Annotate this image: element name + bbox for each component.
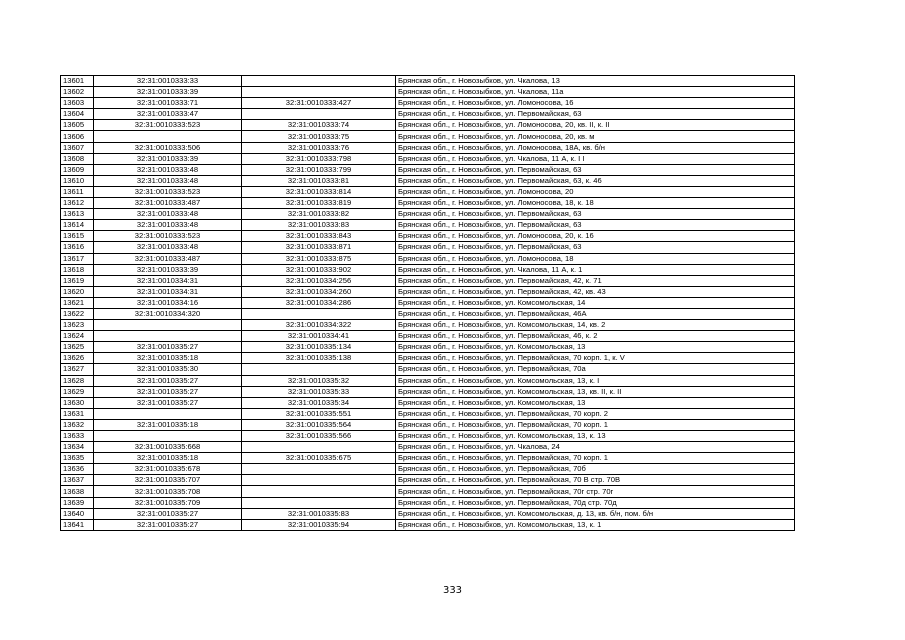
address-cell: Брянская обл., г. Новозыбков, ул. Первомайская, 63, к. 46 bbox=[396, 175, 795, 186]
record-number-cell: 13611 bbox=[61, 186, 94, 197]
cadastral-number-cell: 32:31:0010335:30 bbox=[94, 364, 242, 375]
cadastral-number-cell: 32:31:0010335:709 bbox=[94, 497, 242, 508]
record-number-cell: 13621 bbox=[61, 297, 94, 308]
address-cell: Брянская обл., г. Новозыбков, ул. Первомайская, 46А bbox=[396, 308, 795, 319]
record-number-cell: 13613 bbox=[61, 209, 94, 220]
record-number-cell: 13622 bbox=[61, 308, 94, 319]
address-cell: Брянская обл., г. Новозыбков, ул. Комсомольская, 13 bbox=[396, 397, 795, 408]
related-cadastral-number-cell: 32:31:0010334:260 bbox=[242, 286, 396, 297]
address-cell: Брянская обл., г. Новозыбков, ул. Первомайская, 63 bbox=[396, 242, 795, 253]
related-cadastral-number-cell: 32:31:0010333:814 bbox=[242, 186, 396, 197]
related-cadastral-number-cell: 32:31:0010333:74 bbox=[242, 120, 396, 131]
cadastral-number-cell: 32:31:0010333:47 bbox=[94, 109, 242, 120]
table-row bbox=[61, 297, 795, 308]
record-number-cell: 13615 bbox=[61, 231, 94, 242]
table-row bbox=[61, 353, 795, 364]
address-cell: Брянская обл., г. Новозыбков, ул. Комсомольская, 13 bbox=[396, 342, 795, 353]
cadastral-number-cell: 32:31:0010333:48 bbox=[94, 164, 242, 175]
cadastral-number-cell: 32:31:0010333:39 bbox=[94, 87, 242, 98]
related-cadastral-number-cell bbox=[242, 109, 396, 120]
cadastral-number-cell: 32:31:0010333:39 bbox=[94, 153, 242, 164]
record-number-cell: 13629 bbox=[61, 386, 94, 397]
record-number-cell: 13616 bbox=[61, 242, 94, 253]
record-number-cell: 13618 bbox=[61, 264, 94, 275]
related-cadastral-number-cell: 32:31:0010334:322 bbox=[242, 320, 396, 331]
record-number-cell: 13635 bbox=[61, 453, 94, 464]
cadastral-number-cell: 32:31:0010333:487 bbox=[94, 253, 242, 264]
cadastral-number-cell: 32:31:0010333:48 bbox=[94, 220, 242, 231]
cadastral-number-cell: 32:31:0010333:48 bbox=[94, 209, 242, 220]
record-number-cell: 13612 bbox=[61, 198, 94, 209]
address-cell: Брянская обл., г. Новозыбков, ул. Первомайская, 46, к. 2 bbox=[396, 331, 795, 342]
cadastral-number-cell: 32:31:0010335:678 bbox=[94, 464, 242, 475]
related-cadastral-number-cell: 32:31:0010335:564 bbox=[242, 419, 396, 430]
related-cadastral-number-cell: 32:31:0010333:799 bbox=[242, 164, 396, 175]
address-cell: Брянская обл., г. Новозыбков, ул. Ломоносова, 18, к. 18 bbox=[396, 198, 795, 209]
address-cell: Брянская обл., г. Новозыбков, ул. Комсомольская, 13, кв. II, к. II bbox=[396, 386, 795, 397]
related-cadastral-number-cell: 32:31:0010335:138 bbox=[242, 353, 396, 364]
record-number-cell: 13632 bbox=[61, 419, 94, 430]
related-cadastral-number-cell bbox=[242, 87, 396, 98]
related-cadastral-number-cell: 32:31:0010334:41 bbox=[242, 331, 396, 342]
address-cell: Брянская обл., г. Новозыбков, ул. Ломоносова, 20, кв. м bbox=[396, 131, 795, 142]
address-cell: Брянская обл., г. Новозыбков, ул. Комсомольская, 13, к. 1 bbox=[396, 519, 795, 530]
cadastral-number-cell: 32:31:0010335:27 bbox=[94, 397, 242, 408]
table-row bbox=[61, 375, 795, 386]
cadastral-number-cell: 32:31:0010333:48 bbox=[94, 242, 242, 253]
table-row bbox=[61, 497, 795, 508]
address-cell: Брянская обл., г. Новозыбков, ул. Первомайская, 70 корп. 1 bbox=[396, 419, 795, 430]
cadastral-number-cell: 32:31:0010333:33 bbox=[94, 76, 242, 87]
table-row bbox=[61, 508, 795, 519]
address-cell: Брянская обл., г. Новозыбков, ул. Первомайская, 42, кв. 43 bbox=[396, 286, 795, 297]
related-cadastral-number-cell: 32:31:0010333:798 bbox=[242, 153, 396, 164]
cadastral-number-cell: 32:31:0010334:31 bbox=[94, 275, 242, 286]
cadastral-number-cell: 32:31:0010335:27 bbox=[94, 519, 242, 530]
table-row bbox=[61, 264, 795, 275]
address-cell: Брянская обл., г. Новозыбков, ул. Ломоносова, 20, к. 16 bbox=[396, 231, 795, 242]
table-row bbox=[61, 242, 795, 253]
cadastral-number-cell: 32:31:0010333:487 bbox=[94, 198, 242, 209]
table-row bbox=[61, 486, 795, 497]
record-number-cell: 13636 bbox=[61, 464, 94, 475]
table-row bbox=[61, 464, 795, 475]
record-number-cell: 13607 bbox=[61, 142, 94, 153]
table-row bbox=[61, 442, 795, 453]
cadastral-number-cell: 32:31:0010335:18 bbox=[94, 353, 242, 364]
address-cell: Брянская обл., г. Новозыбков, ул. Комсомольская, 14 bbox=[396, 297, 795, 308]
table-row bbox=[61, 408, 795, 419]
address-cell: Брянская обл., г. Новозыбков, ул. Первомайская, 70 корп. 2 bbox=[396, 408, 795, 419]
record-number-cell: 13619 bbox=[61, 275, 94, 286]
address-cell: Брянская обл., г. Новозыбков, ул. Первомайская, 70д стр. 70д bbox=[396, 497, 795, 508]
table-row bbox=[61, 386, 795, 397]
record-number-cell: 13610 bbox=[61, 175, 94, 186]
cadastral-number-cell: 32:31:0010334:320 bbox=[94, 308, 242, 319]
related-cadastral-number-cell: 32:31:0010335:32 bbox=[242, 375, 396, 386]
record-number-cell: 13634 bbox=[61, 442, 94, 453]
record-number-cell: 13605 bbox=[61, 120, 94, 131]
address-cell: Брянская обл., г. Новозыбков, ул. Первомайская, 70 корп. 1 bbox=[396, 453, 795, 464]
related-cadastral-number-cell: 32:31:0010335:33 bbox=[242, 386, 396, 397]
table-row bbox=[61, 453, 795, 464]
address-cell: Брянская обл., г. Новозыбков, ул. Чкалова, 13 bbox=[396, 76, 795, 87]
address-cell: Брянская обл., г. Новозыбков, ул. Первомайская, 70г стр. 70г bbox=[396, 486, 795, 497]
record-number-cell: 13614 bbox=[61, 220, 94, 231]
cadastral-number-cell: 32:31:0010335:18 bbox=[94, 453, 242, 464]
related-cadastral-number-cell bbox=[242, 308, 396, 319]
address-cell: Брянская обл., г. Новозыбков, ул. Чкалова, 24 bbox=[396, 442, 795, 453]
registry-table-body bbox=[61, 76, 795, 531]
cadastral-number-cell bbox=[94, 331, 242, 342]
related-cadastral-number-cell: 32:31:0010335:94 bbox=[242, 519, 396, 530]
cadastral-number-cell: 32:31:0010335:27 bbox=[94, 342, 242, 353]
related-cadastral-number-cell: 32:31:0010333:819 bbox=[242, 198, 396, 209]
cadastral-number-cell bbox=[94, 320, 242, 331]
table-row bbox=[61, 153, 795, 164]
address-cell: Брянская обл., г. Новозыбков, ул. Комсомольская, 14, кв. 2 bbox=[396, 320, 795, 331]
record-number-cell: 13620 bbox=[61, 286, 94, 297]
address-cell: Брянская обл., г. Новозыбков, ул. Ломоносова, 20, кв. II, к. II bbox=[396, 120, 795, 131]
cadastral-number-cell bbox=[94, 131, 242, 142]
address-cell: Брянская обл., г. Новозыбков, ул. Комсомольская, д. 13, кв. б/н, пом. б/н bbox=[396, 508, 795, 519]
address-cell: Брянская обл., г. Новозыбков, ул. Ломоносова, 16 bbox=[396, 98, 795, 109]
table-row bbox=[61, 519, 795, 530]
related-cadastral-number-cell: 32:31:0010333:427 bbox=[242, 98, 396, 109]
related-cadastral-number-cell bbox=[242, 475, 396, 486]
address-cell: Брянская обл., г. Новозыбков, ул. Первомайская, 63 bbox=[396, 109, 795, 120]
table-row bbox=[61, 186, 795, 197]
cadastral-number-cell: 32:31:0010334:16 bbox=[94, 297, 242, 308]
address-cell: Брянская обл., г. Новозыбков, ул. Первомайская, 42, к. 71 bbox=[396, 275, 795, 286]
table-row bbox=[61, 120, 795, 131]
table-row bbox=[61, 87, 795, 98]
address-cell: Брянская обл., г. Новозыбков, ул. Первомайская, 63 bbox=[396, 220, 795, 231]
cadastral-number-cell: 32:31:0010335:18 bbox=[94, 419, 242, 430]
table-row bbox=[61, 320, 795, 331]
record-number-cell: 13603 bbox=[61, 98, 94, 109]
cadastral-number-cell: 32:31:0010335:27 bbox=[94, 386, 242, 397]
cadastral-number-cell: 32:31:0010334:31 bbox=[94, 286, 242, 297]
address-cell: Брянская обл., г. Новозыбков, ул. Ломоносова, 20 bbox=[396, 186, 795, 197]
related-cadastral-number-cell: 32:31:0010334:256 bbox=[242, 275, 396, 286]
cadastral-number-cell: 32:31:0010335:708 bbox=[94, 486, 242, 497]
record-number-cell: 13638 bbox=[61, 486, 94, 497]
record-number-cell: 13625 bbox=[61, 342, 94, 353]
table-row bbox=[61, 342, 795, 353]
cadastral-number-cell: 32:31:0010333:39 bbox=[94, 264, 242, 275]
record-number-cell: 13606 bbox=[61, 131, 94, 142]
table-row bbox=[61, 286, 795, 297]
related-cadastral-number-cell: 32:31:0010333:81 bbox=[242, 175, 396, 186]
record-number-cell: 13604 bbox=[61, 109, 94, 120]
address-cell: Брянская обл., г. Новозыбков, ул. Первомайская, 63 bbox=[396, 164, 795, 175]
related-cadastral-number-cell: 32:31:0010335:34 bbox=[242, 397, 396, 408]
table-row bbox=[61, 198, 795, 209]
record-number-cell: 13601 bbox=[61, 76, 94, 87]
address-cell: Брянская обл., г. Новозыбков, ул. Чкалова, 11 А, к. 1 bbox=[396, 264, 795, 275]
record-number-cell: 13630 bbox=[61, 397, 94, 408]
table-row bbox=[61, 109, 795, 120]
address-cell: Брянская обл., г. Новозыбков, ул. Первомайская, 70 корп. 1, к. V bbox=[396, 353, 795, 364]
record-number-cell: 13626 bbox=[61, 353, 94, 364]
table-row bbox=[61, 475, 795, 486]
cadastral-number-cell: 32:31:0010335:668 bbox=[94, 442, 242, 453]
related-cadastral-number-cell: 32:31:0010333:843 bbox=[242, 231, 396, 242]
address-cell: Брянская обл., г. Новозыбков, ул. Чкалова, 11а bbox=[396, 87, 795, 98]
cadastral-number-cell: 32:31:0010333:523 bbox=[94, 231, 242, 242]
related-cadastral-number-cell: 32:31:0010333:76 bbox=[242, 142, 396, 153]
table-row bbox=[61, 397, 795, 408]
record-number-cell: 13608 bbox=[61, 153, 94, 164]
registry-table bbox=[60, 75, 795, 531]
table-row bbox=[61, 76, 795, 87]
related-cadastral-number-cell: 32:31:0010333:75 bbox=[242, 131, 396, 142]
record-number-cell: 13639 bbox=[61, 497, 94, 508]
table-row bbox=[61, 431, 795, 442]
cadastral-number-cell: 32:31:0010335:27 bbox=[94, 375, 242, 386]
record-number-cell: 13633 bbox=[61, 431, 94, 442]
related-cadastral-number-cell: 32:31:0010335:675 bbox=[242, 453, 396, 464]
related-cadastral-number-cell: 32:31:0010335:551 bbox=[242, 408, 396, 419]
table-row bbox=[61, 419, 795, 430]
table-row bbox=[61, 253, 795, 264]
record-number-cell: 13640 bbox=[61, 508, 94, 519]
cadastral-number-cell: 32:31:0010333:523 bbox=[94, 186, 242, 197]
record-number-cell: 13637 bbox=[61, 475, 94, 486]
record-number-cell: 13609 bbox=[61, 164, 94, 175]
cadastral-number-cell: 32:31:0010333:523 bbox=[94, 120, 242, 131]
related-cadastral-number-cell: 32:31:0010335:83 bbox=[242, 508, 396, 519]
related-cadastral-number-cell: 32:31:0010333:82 bbox=[242, 209, 396, 220]
address-cell: Брянская обл., г. Новозыбков, ул. Комсомольская, 13, к. I bbox=[396, 375, 795, 386]
record-number-cell: 13623 bbox=[61, 320, 94, 331]
related-cadastral-number-cell bbox=[242, 486, 396, 497]
related-cadastral-number-cell bbox=[242, 442, 396, 453]
record-number-cell: 13641 bbox=[61, 519, 94, 530]
table-row bbox=[61, 164, 795, 175]
cadastral-number-cell bbox=[94, 431, 242, 442]
related-cadastral-number-cell: 32:31:0010333:871 bbox=[242, 242, 396, 253]
cadastral-number-cell: 32:31:0010335:27 bbox=[94, 508, 242, 519]
record-number-cell: 13602 bbox=[61, 87, 94, 98]
related-cadastral-number-cell bbox=[242, 497, 396, 508]
address-cell: Брянская обл., г. Новозыбков, ул. Первомайская, 70б bbox=[396, 464, 795, 475]
related-cadastral-number-cell: 32:31:0010334:286 bbox=[242, 297, 396, 308]
cadastral-number-cell: 32:31:0010335:707 bbox=[94, 475, 242, 486]
table-row bbox=[61, 131, 795, 142]
table-row bbox=[61, 142, 795, 153]
table-row bbox=[61, 364, 795, 375]
cadastral-number-cell: 32:31:0010333:48 bbox=[94, 175, 242, 186]
related-cadastral-number-cell: 32:31:0010335:566 bbox=[242, 431, 396, 442]
address-cell: Брянская обл., г. Новозыбков, ул. Первомайская, 63 bbox=[396, 209, 795, 220]
page-number: 333 bbox=[442, 585, 463, 596]
record-number-cell: 13624 bbox=[61, 331, 94, 342]
record-number-cell: 13628 bbox=[61, 375, 94, 386]
table-row bbox=[61, 175, 795, 186]
address-cell: Брянская обл., г. Новозыбков, ул. Комсомольская, 13, к. 13 bbox=[396, 431, 795, 442]
address-cell: Брянская обл., г. Новозыбков, ул. Первомайская, 70а bbox=[396, 364, 795, 375]
related-cadastral-number-cell bbox=[242, 464, 396, 475]
address-cell: Брянская обл., г. Новозыбков, ул. Ломоносова, 18 bbox=[396, 253, 795, 264]
cadastral-number-cell: 32:31:0010333:506 bbox=[94, 142, 242, 153]
table-row bbox=[61, 209, 795, 220]
related-cadastral-number-cell bbox=[242, 76, 396, 87]
table-row bbox=[61, 98, 795, 109]
table-row bbox=[61, 331, 795, 342]
cadastral-number-cell bbox=[94, 408, 242, 419]
table-row bbox=[61, 220, 795, 231]
address-cell: Брянская обл., г. Новозыбков, ул. Первомайская, 70 В стр. 70В bbox=[396, 475, 795, 486]
related-cadastral-number-cell: 32:31:0010335:134 bbox=[242, 342, 396, 353]
record-number-cell: 13617 bbox=[61, 253, 94, 264]
record-number-cell: 13627 bbox=[61, 364, 94, 375]
address-cell: Брянская обл., г. Новозыбков, ул. Чкалова, 11 А, к. I I bbox=[396, 153, 795, 164]
related-cadastral-number-cell bbox=[242, 364, 396, 375]
table-row bbox=[61, 308, 795, 319]
related-cadastral-number-cell: 32:31:0010333:875 bbox=[242, 253, 396, 264]
table-row bbox=[61, 275, 795, 286]
cadastral-number-cell: 32:31:0010333:71 bbox=[94, 98, 242, 109]
related-cadastral-number-cell: 32:31:0010333:902 bbox=[242, 264, 396, 275]
record-number-cell: 13631 bbox=[61, 408, 94, 419]
table-row bbox=[61, 231, 795, 242]
address-cell: Брянская обл., г. Новозыбков, ул. Ломоносова, 18А, кв. б/н bbox=[396, 142, 795, 153]
related-cadastral-number-cell: 32:31:0010333:83 bbox=[242, 220, 396, 231]
